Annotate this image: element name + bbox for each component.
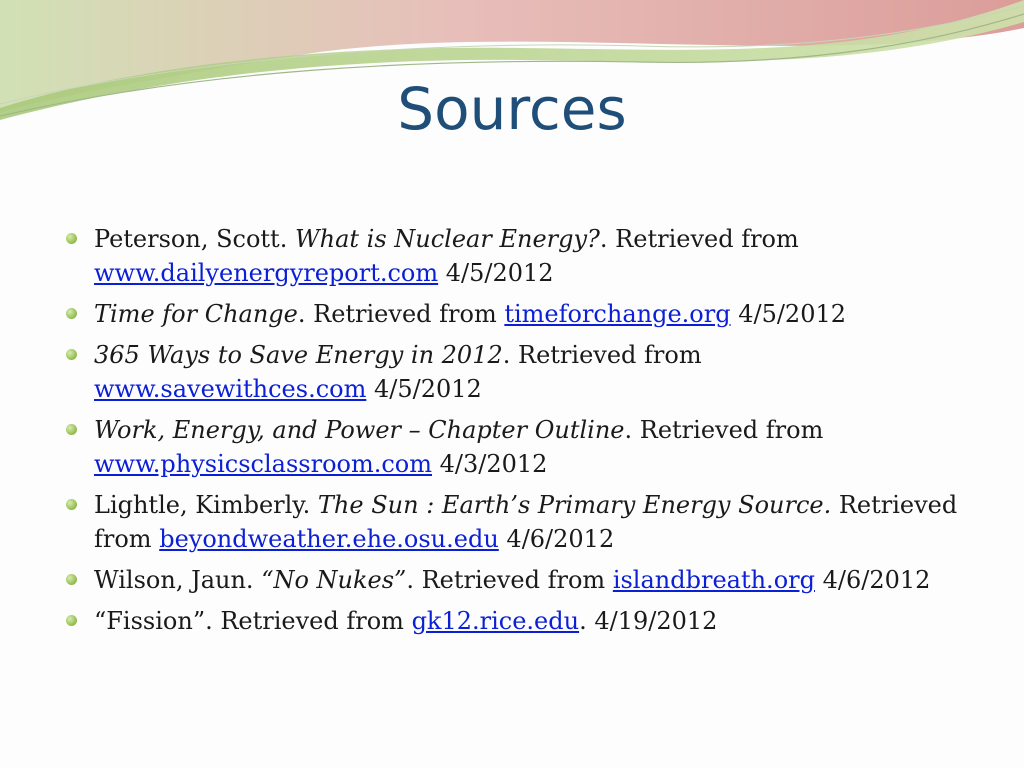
source-date: 4/6/2012: [814, 566, 931, 594]
source-date: 4/6/2012: [498, 525, 615, 553]
source-date: 4/5/2012: [438, 259, 554, 287]
source-author: “Fission”. Retrieved from: [94, 607, 412, 635]
list-item: [62, 338, 962, 406]
source-work: Work, Energy, and Power – Chapter Outline: [94, 416, 625, 444]
bullet-icon: [66, 615, 77, 626]
list-item: [62, 222, 962, 290]
bullet-icon: [66, 574, 77, 585]
source-date: 4/3/2012: [432, 450, 548, 478]
source-text: . Retrieved from: [624, 416, 824, 444]
source-text: . Retrieved from: [406, 566, 613, 594]
source-text: . Retrieved from: [502, 341, 702, 369]
source-link[interactable]: www.savewithces.com: [94, 375, 367, 403]
list-item: [62, 297, 962, 331]
source-work: The Sun : Earth’s Primary Energy Source.: [317, 491, 832, 519]
list-item: [62, 413, 962, 481]
source-date: 4/5/2012: [366, 375, 482, 403]
source-work: What is Nuclear Energy?: [294, 225, 600, 253]
list-item: [62, 563, 962, 597]
sources-list: [62, 222, 962, 645]
list-item: [62, 488, 962, 556]
source-link[interactable]: timeforchange.org: [504, 300, 731, 328]
source-link[interactable]: gk12.rice.edu: [411, 607, 580, 635]
bullet-icon: [66, 349, 77, 360]
bullet-icon: [66, 233, 77, 244]
source-author: Peterson, Scott.: [94, 225, 295, 253]
source-work: 365 Ways to Save Energy in 2012: [94, 341, 503, 369]
bullet-icon: [66, 424, 77, 435]
source-link[interactable]: islandbreath.org: [612, 566, 815, 594]
list-item: [62, 604, 962, 638]
source-link[interactable]: www.dailyenergyreport.com: [94, 259, 439, 287]
source-work: Time for Change: [94, 300, 298, 328]
slide-title: Sources: [397, 75, 627, 143]
source-date: 4/5/2012: [730, 300, 846, 328]
source-author: Lightle, Kimberly.: [94, 491, 318, 519]
bullet-icon: [66, 499, 77, 510]
source-text: Retrieved from: [94, 491, 958, 553]
source-link[interactable]: www.physicsclassroom.com: [94, 450, 433, 478]
source-work: “No Nukes”: [261, 566, 407, 594]
source-link[interactable]: beyondweather.ehe.osu.edu: [159, 525, 499, 553]
source-date: . 4/19/2012: [579, 607, 718, 635]
bullet-icon: [66, 308, 77, 319]
source-author: Wilson, Jaun.: [94, 566, 262, 594]
source-text: . Retrieved from: [599, 225, 799, 253]
source-text: . Retrieved from: [297, 300, 505, 328]
